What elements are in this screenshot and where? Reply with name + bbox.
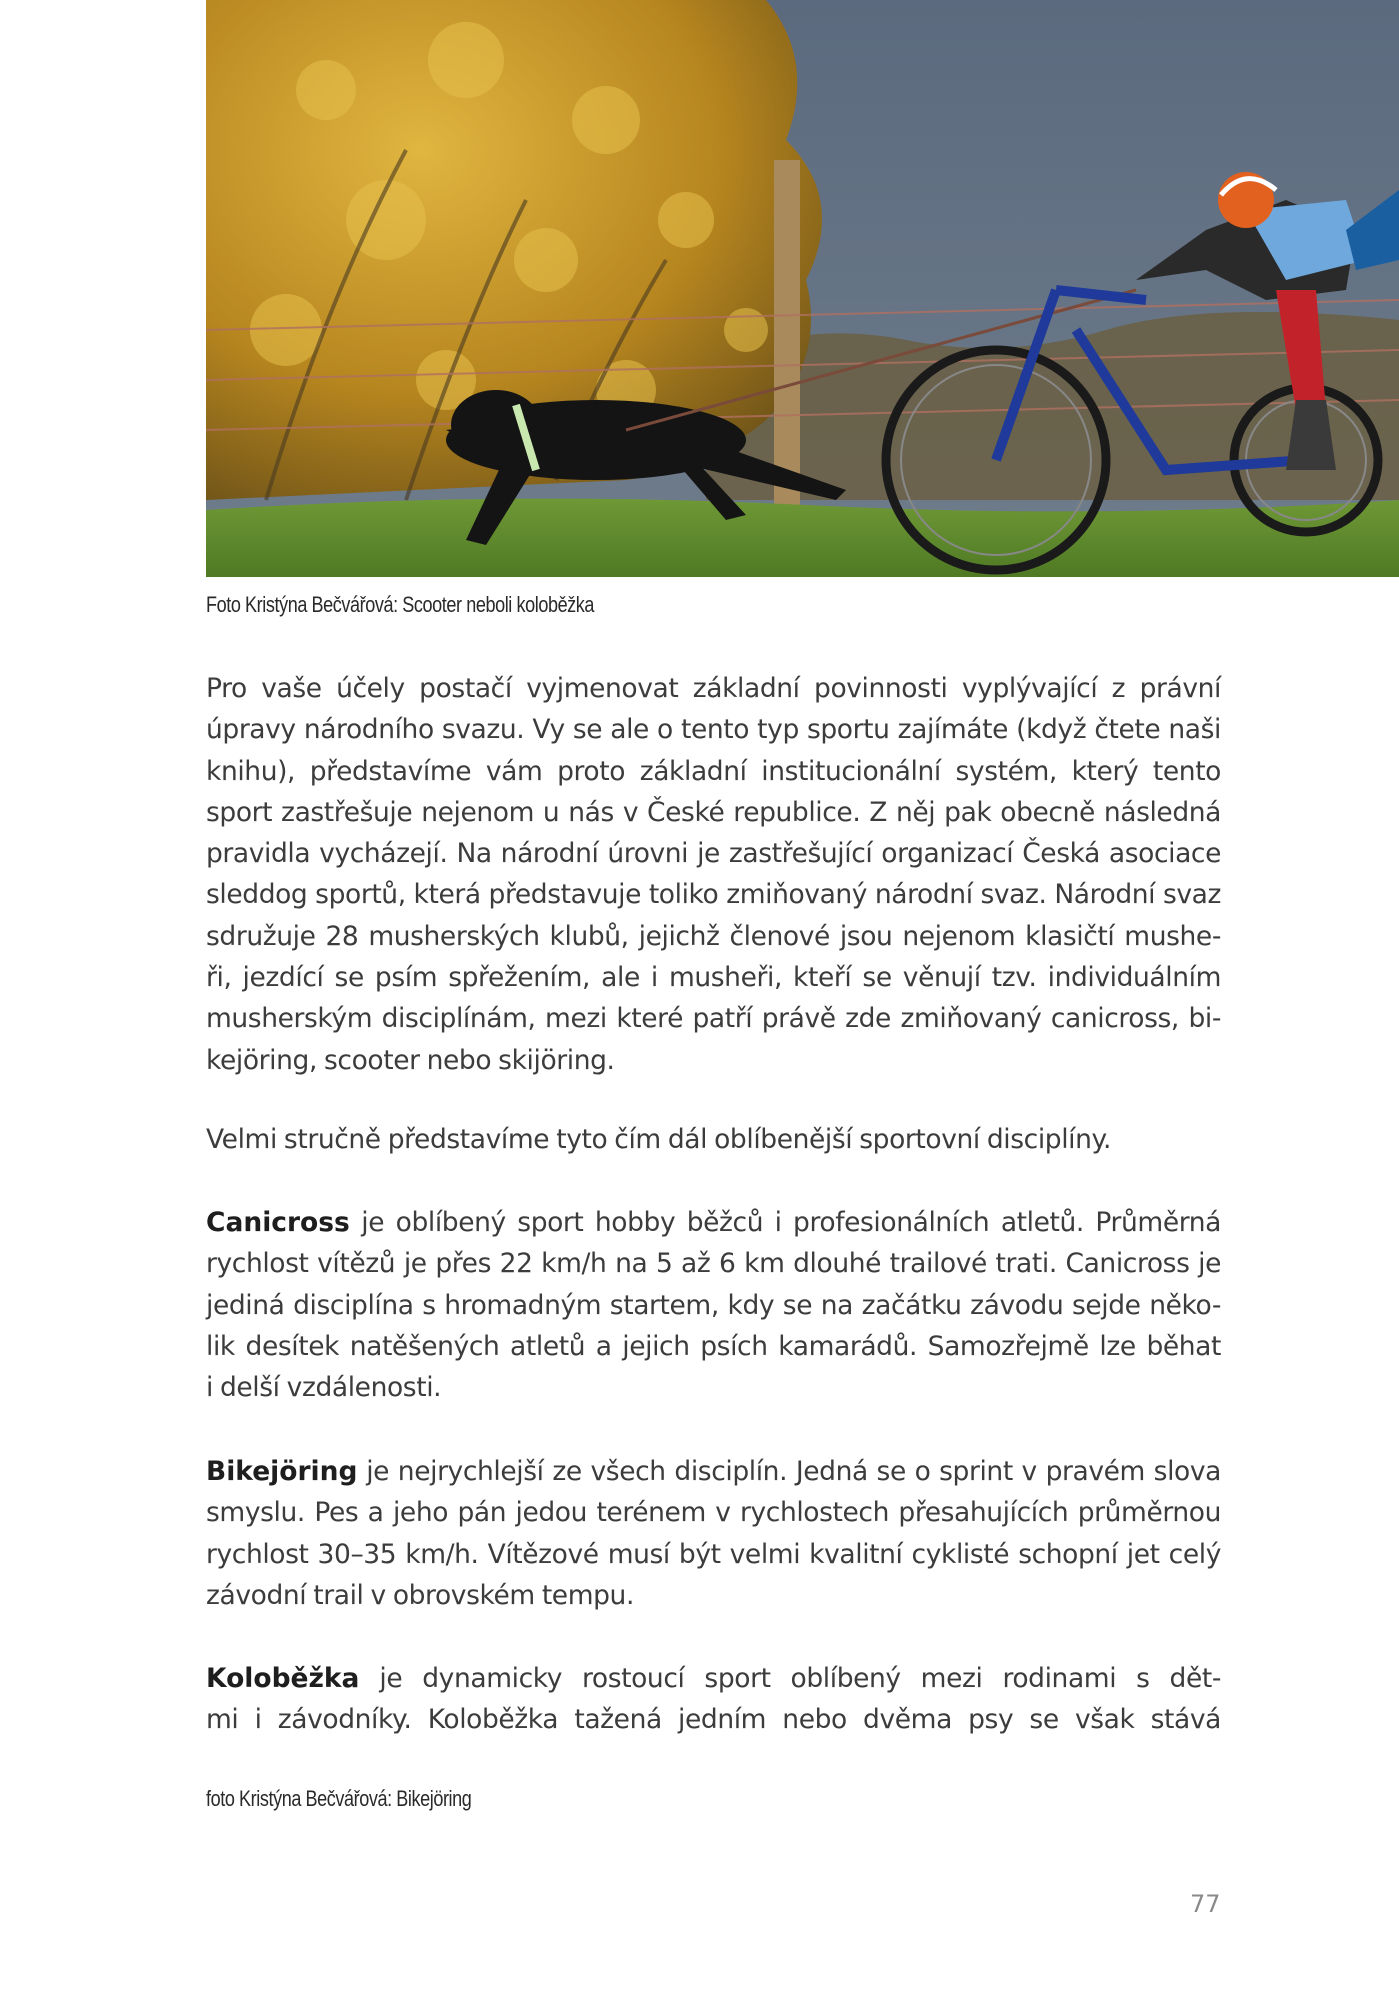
term-canicross: Canicross (206, 1207, 350, 1238)
text-line: Velmi stručně představíme tyto čím dál oblíbenější sportovní disciplíny. (206, 1124, 1112, 1155)
paragraph-bikejoring (206, 1451, 1221, 1616)
text-line (206, 1202, 1221, 1243)
text-fragment: je nejrychlejší ze všech disciplín. Jedná se o sprint v pravém slova (357, 1456, 1221, 1487)
text-line: jediná disciplína s hromadným startem, kdy se na začátku závodu sejde něko- (206, 1289, 1221, 1321)
text-line: lik desítek natěšených atletů a jejich psích kamarádů. Samozřejmě lze běhat (206, 1330, 1221, 1362)
text-line: sdružuje 28 musherských klubů, jejichž členové jsou nejenom klasičtí mushe- (206, 920, 1221, 952)
photo-caption-top: Foto Kristýna Bečvářová: Scooter neboli koloběžka (206, 592, 595, 617)
photo-caption-bottom: foto Kristýna Bečvářová: Bikejöring (206, 1786, 472, 1811)
text-line: úpravy národního svazu. Vy se ale o tento typ sportu zajímáte (když čtete naši (206, 714, 1221, 746)
text-line: mi i závodníky. Koloběžka tažená jedním nebo dvěma psy se však stává (206, 1704, 1221, 1736)
photo-scooter-dog (206, 0, 1399, 577)
text-line: musherským disciplínám, mezi které patří právě zde zmiňovaný canicross, bi- (206, 1003, 1221, 1035)
text-line: knihu), představíme vám proto základní institucionální systém, který tento (206, 755, 1221, 787)
text-line: sport zastřešuje nejenom u nás v České republice. Z něj pak obecně následná (206, 796, 1221, 828)
term-bikejoring: Bikejöring (206, 1456, 358, 1487)
text-line: rychlost vítězů je přes 22 km/h na 5 až 6 km dlouhé trailové trati. Canicross je (206, 1248, 1221, 1280)
text-line: sleddog sportů, která představuje toliko zmiňovaný národní svaz. Národní svaz (206, 879, 1221, 911)
text-line: kejöring, scooter nebo skijöring. (206, 1044, 615, 1076)
text-line: smyslu. Pes a jeho pán jedou terénem v rychlostech přesahujících průměrnou (206, 1497, 1221, 1529)
text-line: závodní trail v obrovském tempu. (206, 1579, 634, 1611)
text-fragment: je oblíbený sport hobby běžců i profesionálních atletů. Průměrná (349, 1207, 1221, 1238)
text-line: pravidla vycházejí. Na národní úrovni je zastřešující organizací Česká asociace (206, 838, 1221, 870)
text-line: Pro vaše účely postačí vyjmenovat základní povinnosti vyplývající z právní (206, 673, 1221, 704)
term-kolobezka: Koloběžka (206, 1663, 360, 1694)
page-number: 77 (1190, 1890, 1221, 1918)
paragraph-disciplines-intro (206, 1119, 1221, 1160)
paragraph-intro (206, 668, 1221, 1081)
text-line: i delší vzdálenosti. (206, 1372, 442, 1404)
text-line (206, 1658, 1221, 1699)
text-line: rychlost 30–35 km/h. Vítězové musí být velmi kvalitní cyklisté schopní jet celý (206, 1538, 1221, 1570)
text-line (206, 1451, 1221, 1492)
text-fragment: je dynamicky rostoucí sport oblíbený mezi rodinami s dět- (359, 1663, 1221, 1694)
paragraph-kolobezka (206, 1658, 1221, 1741)
text-line: ři, jezdící se psím spřežením, ale i musheři, kteří se věnují tzv. individuálním (206, 962, 1221, 994)
paragraph-canicross (206, 1202, 1221, 1408)
